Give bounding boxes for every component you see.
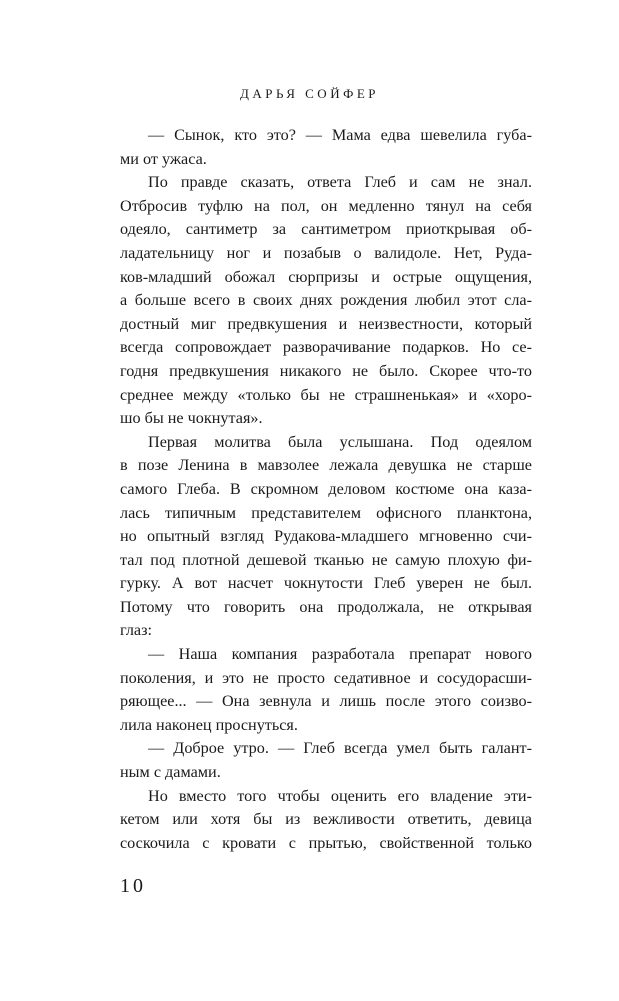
- text-line: ряющее... — Она зевнула и лишь после этого соизво-: [120, 692, 532, 711]
- text-line: годня предвкушения никакого не было. Скорее что-то: [120, 361, 532, 380]
- text-line: лась типичным представителем офисного планктона,: [120, 503, 532, 522]
- text-line: лила наконец проснуться.: [120, 715, 298, 734]
- text-line: ми от ужаса.: [120, 149, 207, 168]
- text-line: поколения, и это не просто седативное и сосудорасши-: [120, 668, 532, 687]
- text-line: ным с дамами.: [120, 763, 221, 782]
- text-line: шо бы не чокнутая».: [120, 409, 263, 428]
- text-line: Отбросив туфлю на пол, он медленно тянул на себя: [120, 196, 532, 215]
- text-line: в позе Ленина в мавзолее лежала девушка не старше: [120, 456, 532, 475]
- page-number: 10: [120, 875, 146, 897]
- text-line: Потому что говорить она продолжала, не открывая: [120, 597, 532, 616]
- text-line: соскочила с кровати с прытью, свойственной только: [120, 833, 532, 852]
- text-line: а больше всего в своих днях рождения любил этот сла-: [120, 291, 532, 310]
- text-line: — Доброе утро. — Глеб всегда умел быть галант-: [148, 739, 532, 758]
- text-line: одеяло, сантиметр за сантиметром приоткрывая об-: [120, 220, 532, 239]
- text-line: тал под плотной дешевой тканью не самую плохую фи-: [120, 550, 532, 569]
- text-line: ладательницу ног и позабыв о валидоле. Нет, Руда-: [120, 243, 532, 262]
- text-line: — Сынок, кто это? — Мама едва шевелила губа-: [148, 126, 532, 144]
- body-text: [120, 124, 532, 855]
- text-line: Но вместо того чтобы оценить его владение эти-: [148, 786, 532, 805]
- text-line: всегда сопровождает разворачивание подарков. Но се-: [120, 338, 532, 357]
- text-line: По правде сказать, ответа Глеб и сам не знал.: [148, 173, 532, 192]
- text-line: среднее между «только бы не страшненькая» и «хоро-: [120, 385, 532, 404]
- running-head: ДАРЬЯ СОЙФЕР: [239, 86, 380, 101]
- text-line: гурку. А вот насчет чокнутости Глеб уверен не был.: [120, 574, 532, 593]
- text-line: достный миг предвкушения и неизвестности, который: [120, 314, 532, 333]
- text-line: Первая молитва была услышана. Под одеялом: [148, 432, 532, 451]
- text-line: глаз:: [120, 621, 152, 640]
- text-line: но опытный взгляд Рудакова-младшего мгновенно счи-: [120, 527, 532, 546]
- text-line: — Наша компания разработала препарат нового: [148, 645, 532, 664]
- text-line: самого Глеба. В скромном деловом костюме она каза-: [120, 479, 532, 498]
- text-line: ков-младший обожал сюрпризы и острые ощущения,: [120, 267, 532, 286]
- text-line: кетом или хотя бы из вежливости ответить, девица: [120, 810, 532, 829]
